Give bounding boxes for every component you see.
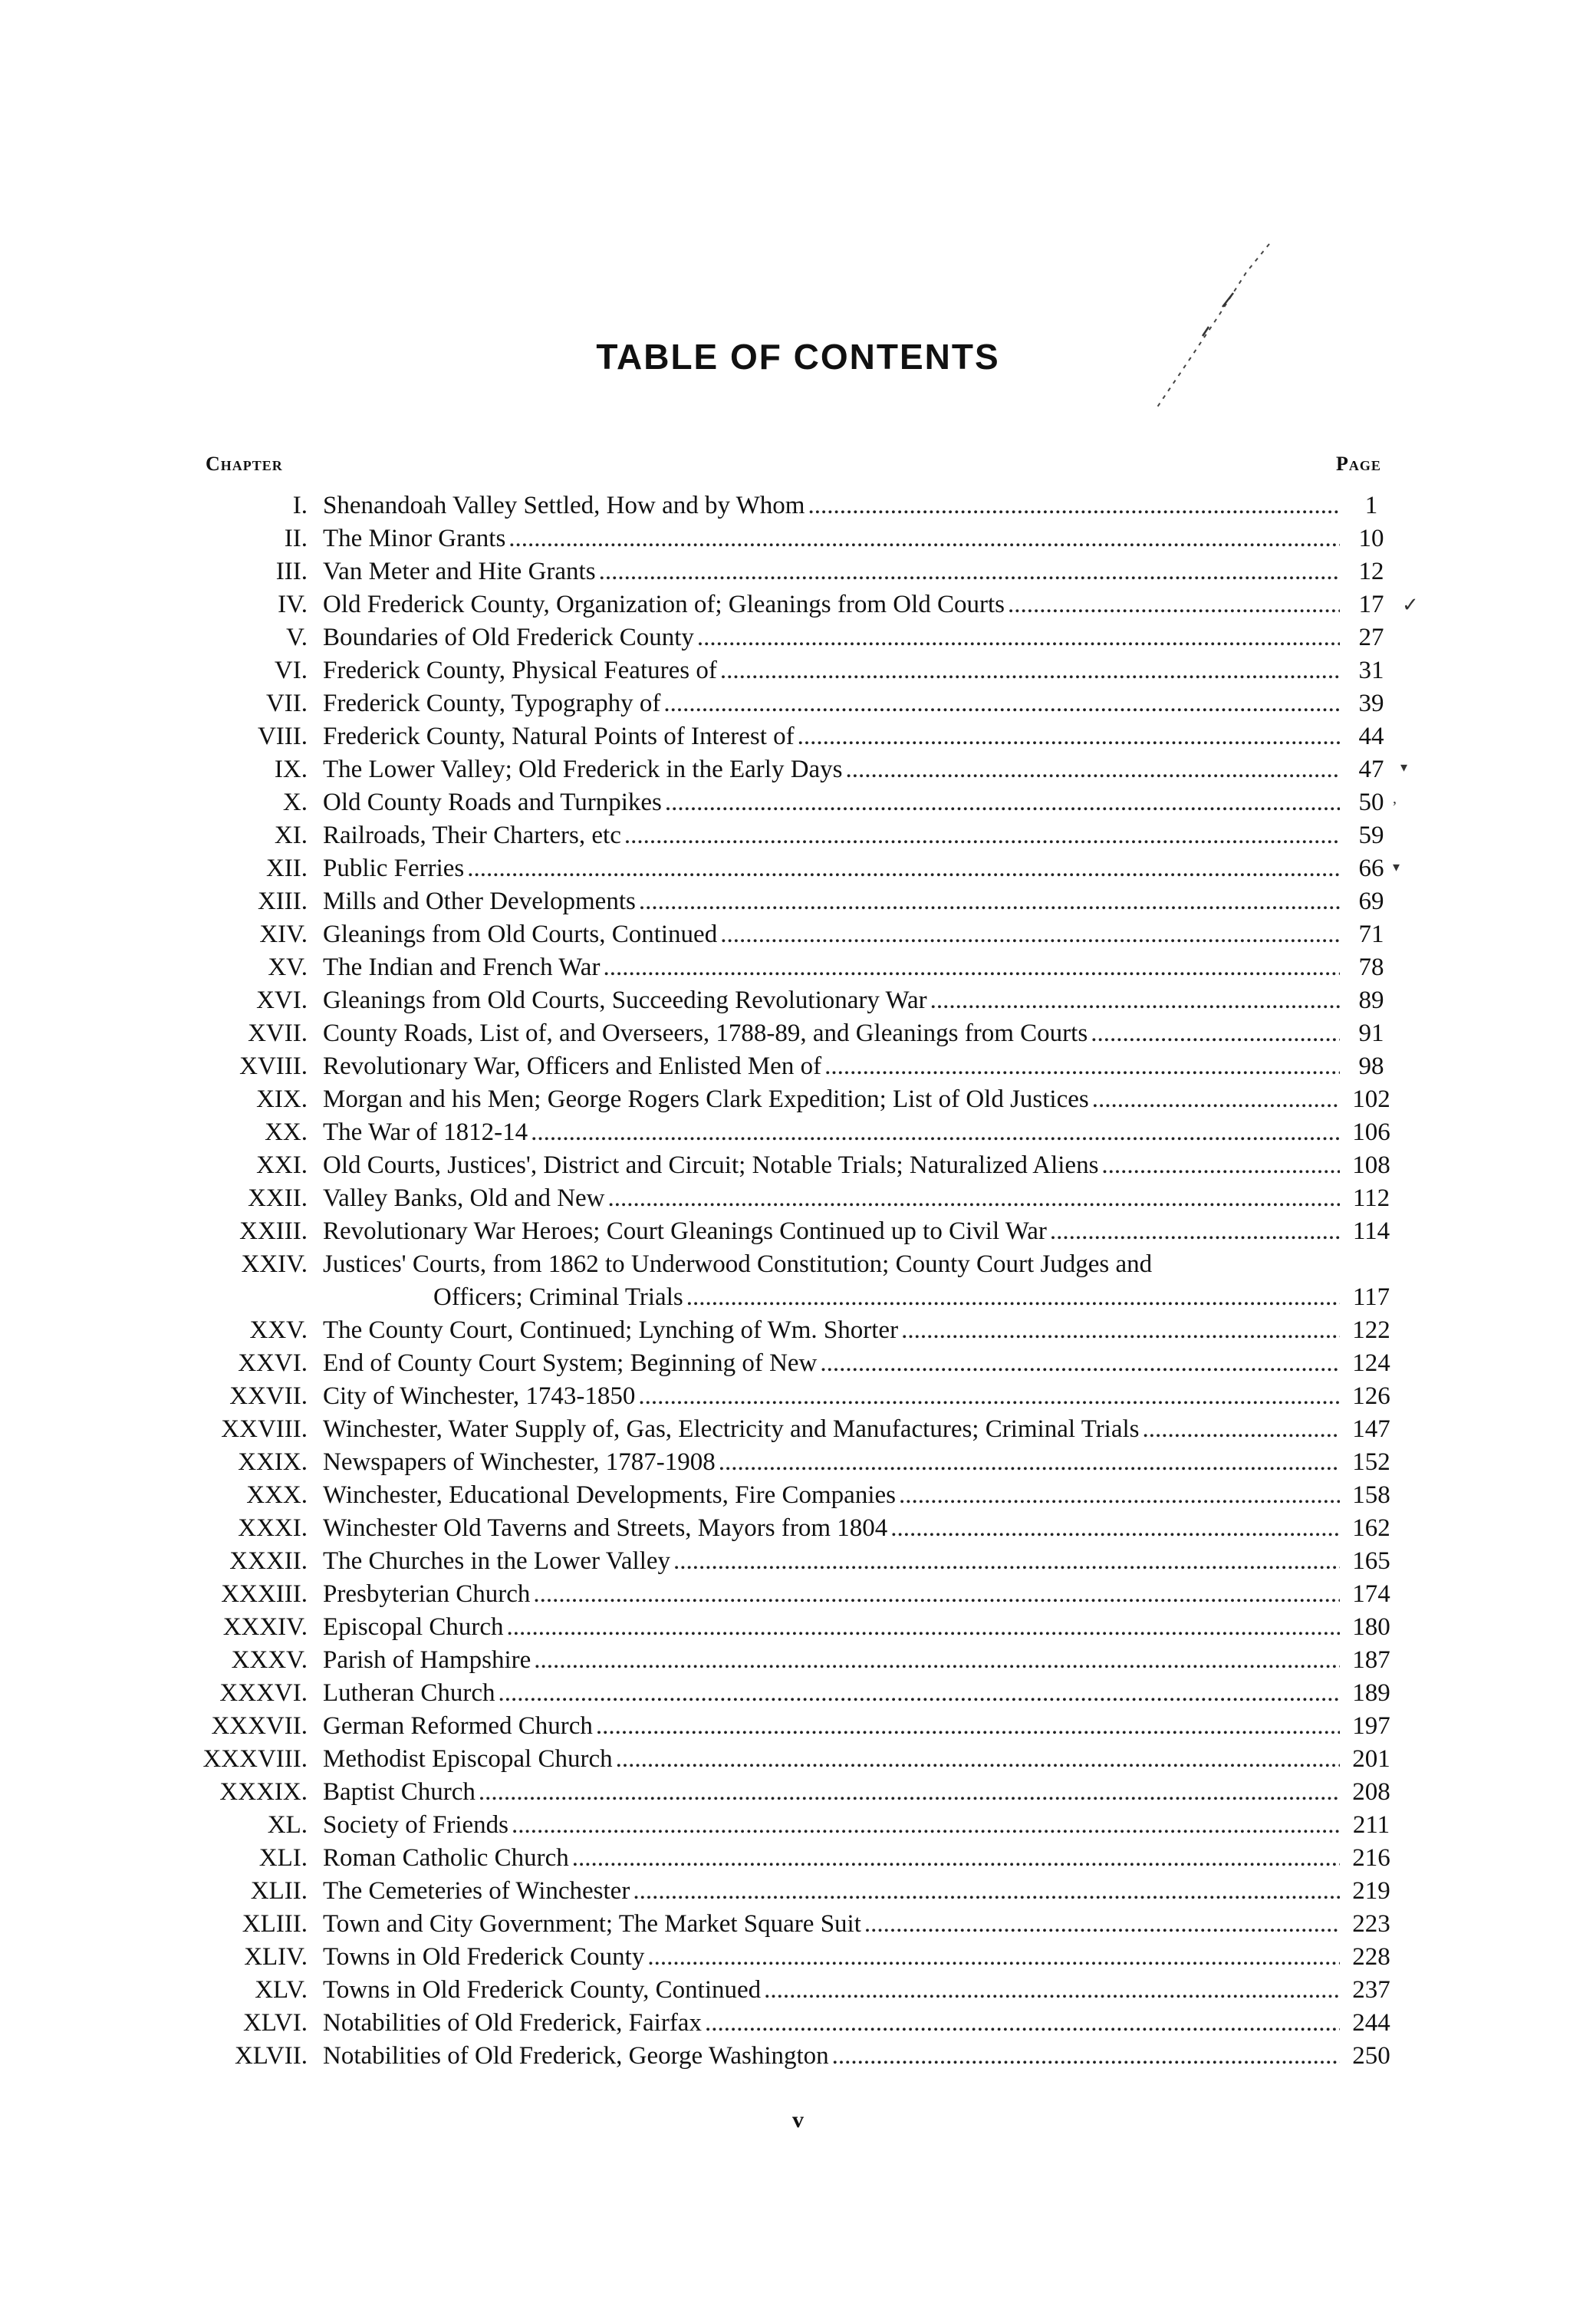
page-number: v [792,2107,804,2133]
chapter-number: VII. [265,690,308,717]
check-mark-icon: ▾ [1400,759,1408,775]
toc-entry [0,951,1596,984]
chapter-title-block [323,984,1343,1017]
chapter-title-block [323,1083,1343,1116]
chapter-number: XXXVII. [211,1712,308,1740]
dot-leader [697,621,1340,654]
page-ref: 158 [1352,1481,1390,1509]
page-ref: 244 [1352,2009,1390,2037]
chapter-title: Winchester, Educational Developments, Fire Companies [323,1481,896,1509]
page-ref: 208 [1352,1778,1390,1806]
chapter-number: XL. [267,1811,308,1839]
page-column-header: Page [1336,453,1381,475]
chapter-number: XXXVIII. [202,1745,308,1773]
chapter-title-block [323,1248,1343,1314]
chapter-title: Valley Banks, Old and New [323,1184,605,1212]
chapter-number: XXX. [246,1481,308,1509]
dot-leader [1092,1083,1340,1116]
chapter-number: XVII. [248,1020,308,1047]
chapter-title-block [323,2040,1343,2073]
chapter-number: XXVIII. [221,1415,308,1443]
chapter-title-block [323,1479,1343,1512]
page-ref: 201 [1352,1745,1390,1773]
dot-leader [507,1611,1340,1644]
chapter-title: Justices' Courts, from 1862 to Underwood Constitution; County Court Judges and [323,1250,1153,1278]
toc-entry [0,1512,1596,1545]
chapter-title-block [323,1578,1343,1611]
page-ref: 12 [1358,558,1384,585]
chapter-title-block [323,1941,1343,1974]
chapter-title-block [323,1017,1343,1050]
chapter-title: End of County Court System; Beginning of New [323,1349,818,1377]
chapter-number: XIII. [257,888,308,915]
dot-leader [719,1446,1340,1479]
dot-leader [864,1908,1340,1941]
chapter-title-block [323,1149,1343,1182]
chapter-number: V. [286,624,308,651]
dot-leader [639,885,1340,918]
chapter-title: Newspapers of Winchester, 1787-1908 [323,1448,716,1476]
page-ref: 162 [1352,1514,1390,1542]
chapter-title-block [323,1215,1343,1248]
chapter-number: XXXIII. [221,1580,308,1608]
dot-leader [533,1578,1340,1611]
chapter-title: Public Ferries [323,855,465,882]
chapter-title: Old Frederick County, Organization of; Gleanings from Old Courts [323,591,1005,618]
chapter-title-block [323,852,1343,885]
toc-entry [0,621,1596,654]
toc-entry [0,1050,1596,1083]
chapter-title-block [323,1677,1343,1710]
chapter-title-block [323,753,1343,786]
chapter-number: XIV. [259,921,308,948]
toc-entry [0,1611,1596,1644]
dot-leader [1008,588,1340,621]
chapter-title-block [323,1710,1343,1743]
toc-entry [0,1149,1596,1182]
page-ref: 47 [1358,756,1384,783]
chapter-title: The Cemeteries of Winchester [323,1877,630,1905]
chapter-title-block [323,489,1343,522]
chapter-title: Van Meter and Hite Grants [323,558,596,585]
page-ref: 189 [1352,1679,1390,1707]
dot-leader [720,918,1340,951]
chapter-column-header: Chapter [206,453,283,475]
chapter-title-block [323,819,1343,852]
dot-leader [663,687,1340,720]
chapter-title: The County Court, Continued; Lynching of Wm. Shorter [323,1316,899,1344]
chapter-title: Revolutionary War Heroes; Court Gleanings Continued up to Civil War [323,1217,1047,1245]
toc-entry [0,1182,1596,1215]
chapter-title-block [323,1512,1343,1545]
page-ref: 180 [1352,1613,1390,1641]
chapter-number: X. [282,789,308,816]
page-ref: 39 [1358,690,1384,717]
chapter-number: XVI. [256,987,308,1014]
chapter-title: The Lower Valley; Old Frederick in the Early Days [323,756,843,783]
chapter-title: Frederick County, Physical Features of [323,657,717,684]
chapter-number: XV. [268,954,308,981]
dot-leader [686,1281,1340,1314]
chapter-number: XXIX. [238,1448,308,1476]
toc-entry [0,1347,1596,1380]
page-ref: 10 [1358,525,1384,552]
page-ref: 117 [1352,1283,1390,1311]
chapter-number: XXII. [248,1184,308,1212]
chapter-title: Mills and Other Developments [323,888,636,915]
chapter-number: XXVII. [229,1382,308,1410]
page-ref: 98 [1358,1052,1384,1080]
toc-entry [0,522,1596,555]
toc-entry [0,819,1596,852]
chapter-title: City of Winchester, 1743-1850 [323,1382,636,1410]
page-ref: 108 [1352,1151,1390,1179]
page-ref: 66 [1358,855,1384,882]
chapter-title: Notabilities of Old Frederick, Fairfax [323,2009,702,2037]
chapter-number: XLI. [258,1844,308,1872]
page-ref: 71 [1358,921,1384,948]
chapter-title: Boundaries of Old Frederick County [323,624,694,651]
dot-leader [531,1116,1340,1149]
toc-entry [0,786,1596,819]
toc-entry [0,1446,1596,1479]
toc-entry [0,1809,1596,1842]
dot-leader [673,1545,1340,1578]
chapter-title-block [323,654,1343,687]
toc-entry [0,1710,1596,1743]
chapter-title-block [323,786,1343,819]
page-ref: 50 [1358,789,1384,816]
chapter-number: VI. [274,657,308,684]
chapter-title-block [323,1644,1343,1677]
toc-entry [0,918,1596,951]
chapter-title: County Roads, List of, and Overseers, 1788-89, and Gleanings from Courts [323,1020,1088,1047]
page-ref: 147 [1352,1415,1390,1443]
dot-leader [846,753,1340,786]
chapter-title-block [323,1314,1343,1347]
chapter-number: XXV. [249,1316,308,1344]
chapter-title-block [323,588,1343,621]
page-ref: 31 [1358,657,1384,684]
toc-entry [0,1545,1596,1578]
chapter-number: XXXVI. [219,1679,308,1707]
chapter-title-block [323,621,1343,654]
page-ref: 223 [1352,1910,1390,1938]
chapter-title: Presbyterian Church [323,1580,531,1608]
dot-leader [599,555,1340,588]
dot-leader [608,1182,1340,1215]
chapter-title: Railroads, Their Charters, etc [323,822,621,849]
chapter-title: Notabilities of Old Frederick, George Washington [323,2042,829,2070]
chapter-number: XIX. [256,1085,308,1113]
chapter-title-block [323,1182,1343,1215]
page-ref: 187 [1352,1646,1390,1674]
toc-entry [0,588,1596,621]
chapter-title: Winchester Old Taverns and Streets, Mayors from 1804 [323,1514,888,1542]
chapter-title: Roman Catholic Church [323,1844,569,1872]
dot-leader [824,1050,1340,1083]
dot-leader [638,1380,1340,1413]
dot-leader [479,1776,1340,1809]
dot-leader [798,720,1340,753]
chapter-number: XXXV. [231,1646,308,1674]
chapter-title-block [323,1380,1343,1413]
check-mark-icon: ▾ [1393,859,1400,875]
chapter-title: Winchester, Water Supply of, Gas, Electricity and Manufactures; Criminal Trials [323,1415,1140,1443]
chapter-title-block [323,687,1343,720]
page-ref: 197 [1352,1712,1390,1740]
chapter-title-block [323,1446,1343,1479]
chapter-number: II. [284,525,308,552]
toc-entry [0,1116,1596,1149]
toc-entry [0,1578,1596,1611]
page-ref: 124 [1352,1349,1390,1377]
page-ref: 59 [1358,822,1384,849]
toc-entry [0,2007,1596,2040]
chapter-title-block [323,720,1343,753]
chapter-title-block [323,1743,1343,1776]
dot-leader [616,1743,1340,1776]
dot-leader [820,1347,1340,1380]
toc-entry [0,1314,1596,1347]
toc-entry [0,1479,1596,1512]
chapter-title: Old County Roads and Turnpikes [323,789,662,816]
page-ref: 106 [1352,1118,1390,1146]
toc-entry [0,1380,1596,1413]
chapter-title: Baptist Church [323,1778,476,1806]
toc-entry [0,1776,1596,1809]
chapter-number: VIII. [257,723,308,750]
page-ref: 91 [1358,1020,1384,1047]
page-ref: 237 [1352,1976,1390,2004]
dot-leader [1143,1413,1340,1446]
toc-entry [0,852,1596,885]
chapter-number: XXIII. [239,1217,308,1245]
chapter-title: Parish of Hampshire [323,1646,531,1674]
chapter-title-block [323,1974,1343,2007]
chapter-title-continued: Officers; Criminal Trials [433,1283,683,1311]
chapter-number: XXXIV. [222,1613,308,1641]
page-ref: 114 [1352,1217,1390,1245]
chapter-title-block [323,951,1343,984]
chapter-title: German Reformed Church [323,1712,593,1740]
page-ref: 102 [1352,1085,1390,1113]
chapter-title: Society of Friends [323,1811,508,1839]
chapter-title-block [323,1875,1343,1908]
dot-leader [930,984,1340,1017]
page-ref: 27 [1358,624,1384,651]
page-ref: 122 [1352,1316,1390,1344]
chapter-number: XLIV. [244,1943,308,1971]
dot-leader [596,1710,1340,1743]
page-ref: 17 [1358,591,1384,618]
page-ref: 44 [1358,723,1384,750]
toc-entry [0,1215,1596,1248]
chapter-number: XLVII. [234,2042,308,2070]
chapter-title: Gleanings from Old Courts, Continued [323,921,718,948]
chapter-number: XX. [265,1118,308,1146]
toc-entry [0,753,1596,786]
dot-leader [665,786,1340,819]
page-ref: 152 [1352,1448,1390,1476]
dot-leader [1050,1215,1340,1248]
toc-entry [0,1908,1596,1941]
dot-leader [534,1644,1340,1677]
page-title: TABLE OF CONTENTS [596,337,1000,377]
toc-entry [0,1413,1596,1446]
chapter-title-block [323,1809,1343,1842]
toc-entry [0,1677,1596,1710]
page-ref: 216 [1352,1844,1390,1872]
check-mark-icon: ✓ [1402,594,1419,616]
page-ref: 165 [1352,1547,1390,1575]
dot-leader [832,2040,1340,2073]
chapter-title: The Churches in the Lower Valley [323,1547,671,1575]
chapter-title-block [323,1611,1343,1644]
toc-entry [0,1974,1596,2007]
chapter-title-block [323,1116,1343,1149]
chapter-title: The War of 1812-14 [323,1118,528,1146]
chapter-number: XLIII. [242,1910,308,1938]
page-ref: 219 [1352,1877,1390,1905]
chapter-number: XXIV. [241,1250,308,1278]
toc-entry [0,720,1596,753]
page-ref: 112 [1352,1184,1390,1212]
chapter-title: The Minor Grants [323,525,506,552]
dot-leader [508,522,1340,555]
chapter-number: I. [292,492,308,519]
toc-list [0,489,1596,2073]
toc-entry [0,654,1596,687]
chapter-title-block [323,1908,1343,1941]
page-ref: 69 [1358,888,1384,915]
toc-entry [0,687,1596,720]
chapter-title: Town and City Government; The Market Square Suit [323,1910,861,1938]
chapter-title-block [323,2007,1343,2040]
dot-leader [899,1479,1340,1512]
page-ref: 211 [1352,1811,1390,1839]
dot-leader [633,1875,1340,1908]
toc-entry [0,1248,1596,1314]
dot-leader [890,1512,1340,1545]
chapter-title: Lutheran Church [323,1679,495,1707]
toc-entry [0,1842,1596,1875]
chapter-number: XLVI. [242,2009,308,2037]
dot-leader [603,951,1340,984]
chapter-title-block [323,1050,1343,1083]
dot-leader [512,1809,1340,1842]
chapter-number: XVIII. [239,1052,308,1080]
page-ref: 78 [1358,954,1384,981]
chapter-title-block [323,1545,1343,1578]
dot-leader [808,489,1340,522]
chapter-number: IX. [274,756,308,783]
chapter-title: Frederick County, Typography of [323,690,661,717]
chapter-number: XXXIX. [219,1778,308,1806]
chapter-title: Morgan and his Men; George Rogers Clark Expedition; List of Old Justices [323,1085,1089,1113]
chapter-title-block [323,918,1343,951]
toc-entry [0,984,1596,1017]
dot-leader [705,2007,1340,2040]
dot-leader [467,852,1340,885]
page-ref: 228 [1352,1943,1390,1971]
chapter-title: Episcopal Church [323,1613,504,1641]
toc-entry [0,885,1596,918]
dot-leader [499,1677,1340,1710]
chapter-title-block [323,885,1343,918]
page-ref: 1 [1364,492,1378,519]
chapter-number: XXXI. [238,1514,308,1542]
chapter-number: XLII. [250,1877,308,1905]
chapter-title: The Indian and French War [323,954,601,981]
toc-entry [0,2040,1596,2073]
dot-leader [647,1941,1340,1974]
dot-leader [1101,1149,1340,1182]
toc-entry [0,555,1596,588]
chapter-title-block [323,522,1343,555]
chapter-title-block [323,1413,1343,1446]
chapter-number: XXVI. [238,1349,308,1377]
toc-entry [0,1743,1596,1776]
chapter-title-block [323,555,1343,588]
toc-entry [0,489,1596,522]
chapter-number: XII. [265,855,308,882]
chapter-title: Frederick County, Natural Points of Interest of [323,723,795,750]
page-ref: 174 [1352,1580,1390,1608]
chapter-title: Revolutionary War, Officers and Enlisted Men of [323,1052,822,1080]
chapter-number: IV. [278,591,308,618]
chapter-number: XXI. [256,1151,308,1179]
toc-entry [0,1875,1596,1908]
page-ref: 250 [1352,2042,1390,2070]
toc-entry [0,1017,1596,1050]
chapter-title: Shenandoah Valley Settled, How and by Whom [323,492,805,519]
chapter-number: XXXII. [229,1547,308,1575]
check-mark-icon: , [1393,790,1397,807]
dot-leader [572,1842,1340,1875]
chapter-title-block [323,1347,1343,1380]
chapter-title: Gleanings from Old Courts, Succeeding Revolutionary War [323,987,927,1014]
chapter-number: III. [275,558,308,585]
page-ref: 89 [1358,987,1384,1014]
dot-leader [1091,1017,1340,1050]
chapter-title-block [323,1776,1343,1809]
chapter-title: Old Courts, Justices', District and Circuit; Notable Trials; Naturalized Aliens [323,1151,1099,1179]
chapter-title: Methodist Episcopal Church [323,1745,613,1773]
dot-leader [720,654,1340,687]
dot-leader [624,819,1340,852]
chapter-number: XLV. [255,1976,308,2004]
dot-leader [901,1314,1340,1347]
toc-entry [0,1941,1596,1974]
chapter-title: Towns in Old Frederick County [323,1943,645,1971]
page-ref: 126 [1352,1382,1390,1410]
toc-entry [0,1083,1596,1116]
toc-entry [0,1644,1596,1677]
dot-leader [764,1974,1340,2007]
chapter-number: XI. [274,822,308,849]
chapter-title: Towns in Old Frederick County, Continued [323,1976,762,2004]
chapter-title-block [323,1842,1343,1875]
